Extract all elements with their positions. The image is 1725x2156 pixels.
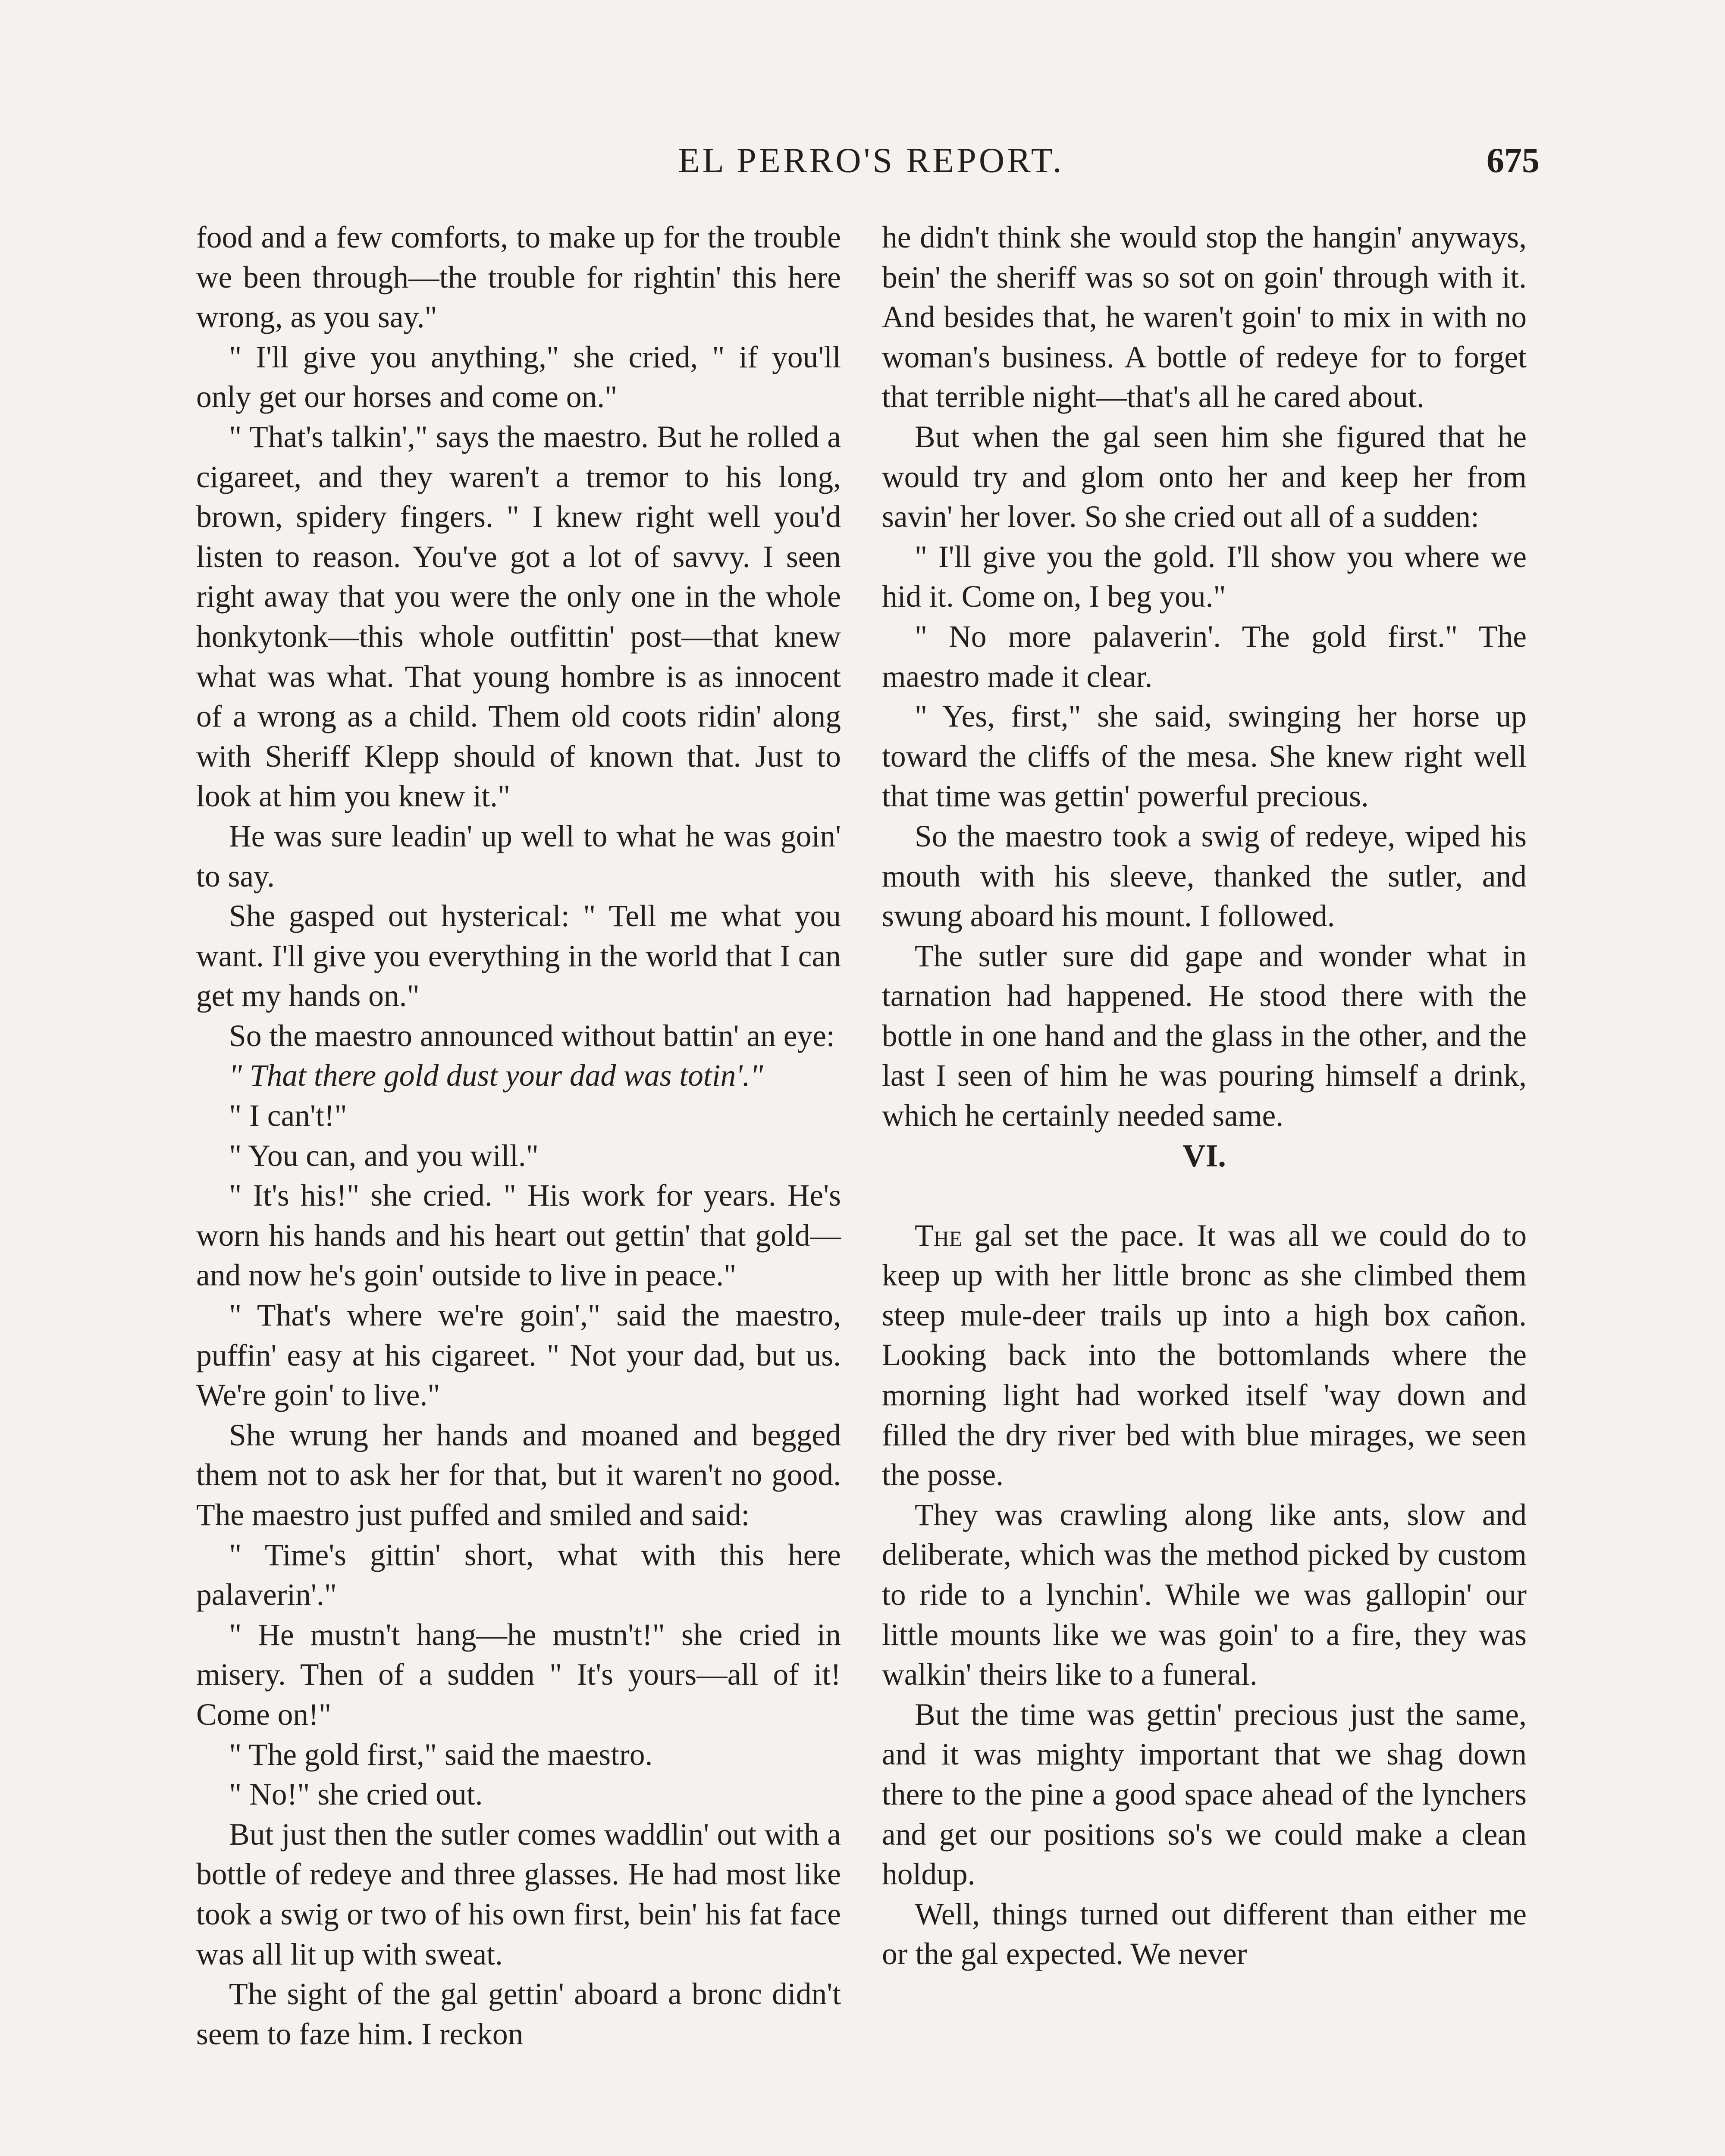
paragraph-text: gal set the pace. It was all we could do to keep up with her little bronc as she climbed them steep mule-deer trails up into a high box cañon. Looking back into the bottomlands where the morning light had worked itself 'way down and filled the dry river bed with blue mirages, we seen the posse. [882, 1218, 1527, 1492]
section-heading: VI. [1182, 1138, 1226, 1174]
paragraph: " No more palaverin'. The gold first." The maestro made it clear. [882, 619, 1527, 694]
paragraph: " The gold first," said the maestro. [229, 1737, 653, 1772]
paragraph: So the maestro took a swig of redeye, wiped his mouth with his sleeve, thanked the sutler, and swung aboard his mount. I followed. [882, 819, 1527, 934]
page-number: 675 [1487, 141, 1540, 180]
paragraph: " That there gold dust your dad was totin'." [229, 1059, 763, 1093]
running-head: EL PERRO'S REPORT. [678, 141, 1064, 180]
drop-lead: The [915, 1218, 963, 1253]
paragraph: The sutler sure did gape and wonder what in tarnation had happened. He stood there with the bottle in one hand and the glass in the other, and the last I seen of him he was pouring himself a drink, which he certainly needed same. [882, 939, 1527, 1133]
paragraph: Well, things turned out different than either me or the gal expected. We never [882, 1897, 1527, 1971]
paragraph: " He mustn't hang—he mustn't!" she cried in misery. Then of a sudden " It's yours—all of it! Come on!" [196, 1617, 841, 1732]
paragraph: he didn't think she would stop the hangin' anyways, bein' the sheriff was so sot on goin' through with it. And besides that, he waren't goin' to mix in with no woman's business. A bottle of redeye for to forget that terrible night—that's all he cared about. [882, 220, 1527, 414]
paragraph: " It's his!" she cried. " His work for years. He's worn his hands and his heart out gettin' that gold—and now he's goin' outside to live in peace." [196, 1178, 841, 1293]
paragraph: " I can't!" [229, 1099, 347, 1133]
paragraph: But when the gal seen him she figured that he would try and glom onto her and keep her from savin' her lover. So she cried out all of a sudden: [882, 420, 1527, 534]
paragraph: " That's where we're goin'," said the maestro, puffin' easy at his cigareet. " Not your dad, but us. We're goin' to live." [196, 1298, 841, 1413]
paragraph: " Time's gittin' short, what with this here palaverin'." [196, 1538, 841, 1612]
paragraph-opening [882, 1216, 1527, 1495]
paragraph: " I'll give you anything," she cried, " if you'll only get our horses and come on." [196, 340, 841, 414]
paragraph: She gasped out hysterical: " Tell me what you want. I'll give you everything in the world that I can get my hands on." [196, 899, 841, 1013]
paragraph: But the time was gettin' precious just the same, and it was mighty important that we shag down there to the pine a good space ahead of the lynchers and get our positions so's we could make a clean holdup. [882, 1697, 1527, 1892]
paragraph: But just then the sutler comes waddlin' out with a bottle of redeye and three glasses. He had most like took a swig or two of his own first, bein' his fat face was all lit up with sweat. [196, 1817, 841, 1971]
paragraph: They was crawling along like ants, slow and deliberate, which was the method picked by custom to ride to a lynchin'. While we was gallopin' our little mounts like we was goin' to a fire, they was walkin' theirs like to a funeral. [882, 1498, 1527, 1692]
paragraph: So the maestro announced without battin' an eye: [229, 1018, 835, 1053]
paragraph: " No!" she cried out. [229, 1777, 483, 1812]
paragraph: food and a few comforts, to make up for the trouble we been through—the trouble for rightin' this here wrong, as you say." [196, 220, 841, 335]
paragraph: He was sure leadin' up well to what he was goin' to say. [196, 819, 841, 893]
paragraph: " Yes, first," she said, swinging her horse up toward the cliffs of the mesa. She knew right well that time was gettin' powerful precious. [882, 699, 1527, 814]
page-header [203, 140, 1540, 188]
paragraph: " That's talkin'," says the maestro. But he rolled a cigareet, and they waren't a tremor to his long, brown, spidery fingers. " I knew right well you'd listen to reason. You've got a lot of savvy. I seen right away that you were the only one in the whole honkytonk—this whole outfittin' post—that knew what was what. That young hombre is as innocent of a wrong as a child. Them old coots ridin' along with Sheriff Klepp should of known that. Just to look at him you knew it." [196, 420, 841, 814]
left-column [196, 218, 841, 2054]
paragraph: The sight of the gal gettin' aboard a bronc didn't seem to faze him. I reckon [196, 1977, 841, 2051]
paragraph: " You can, and you will." [229, 1138, 539, 1173]
paragraph: " I'll give you the gold. I'll show you where we hid it. Come on, I beg you." [882, 539, 1527, 614]
right-column [882, 218, 1527, 1974]
paragraph: She wrung her hands and moaned and begged them not to ask her for that, but it waren't no good. The maestro just puffed and smiled and said: [196, 1418, 841, 1532]
